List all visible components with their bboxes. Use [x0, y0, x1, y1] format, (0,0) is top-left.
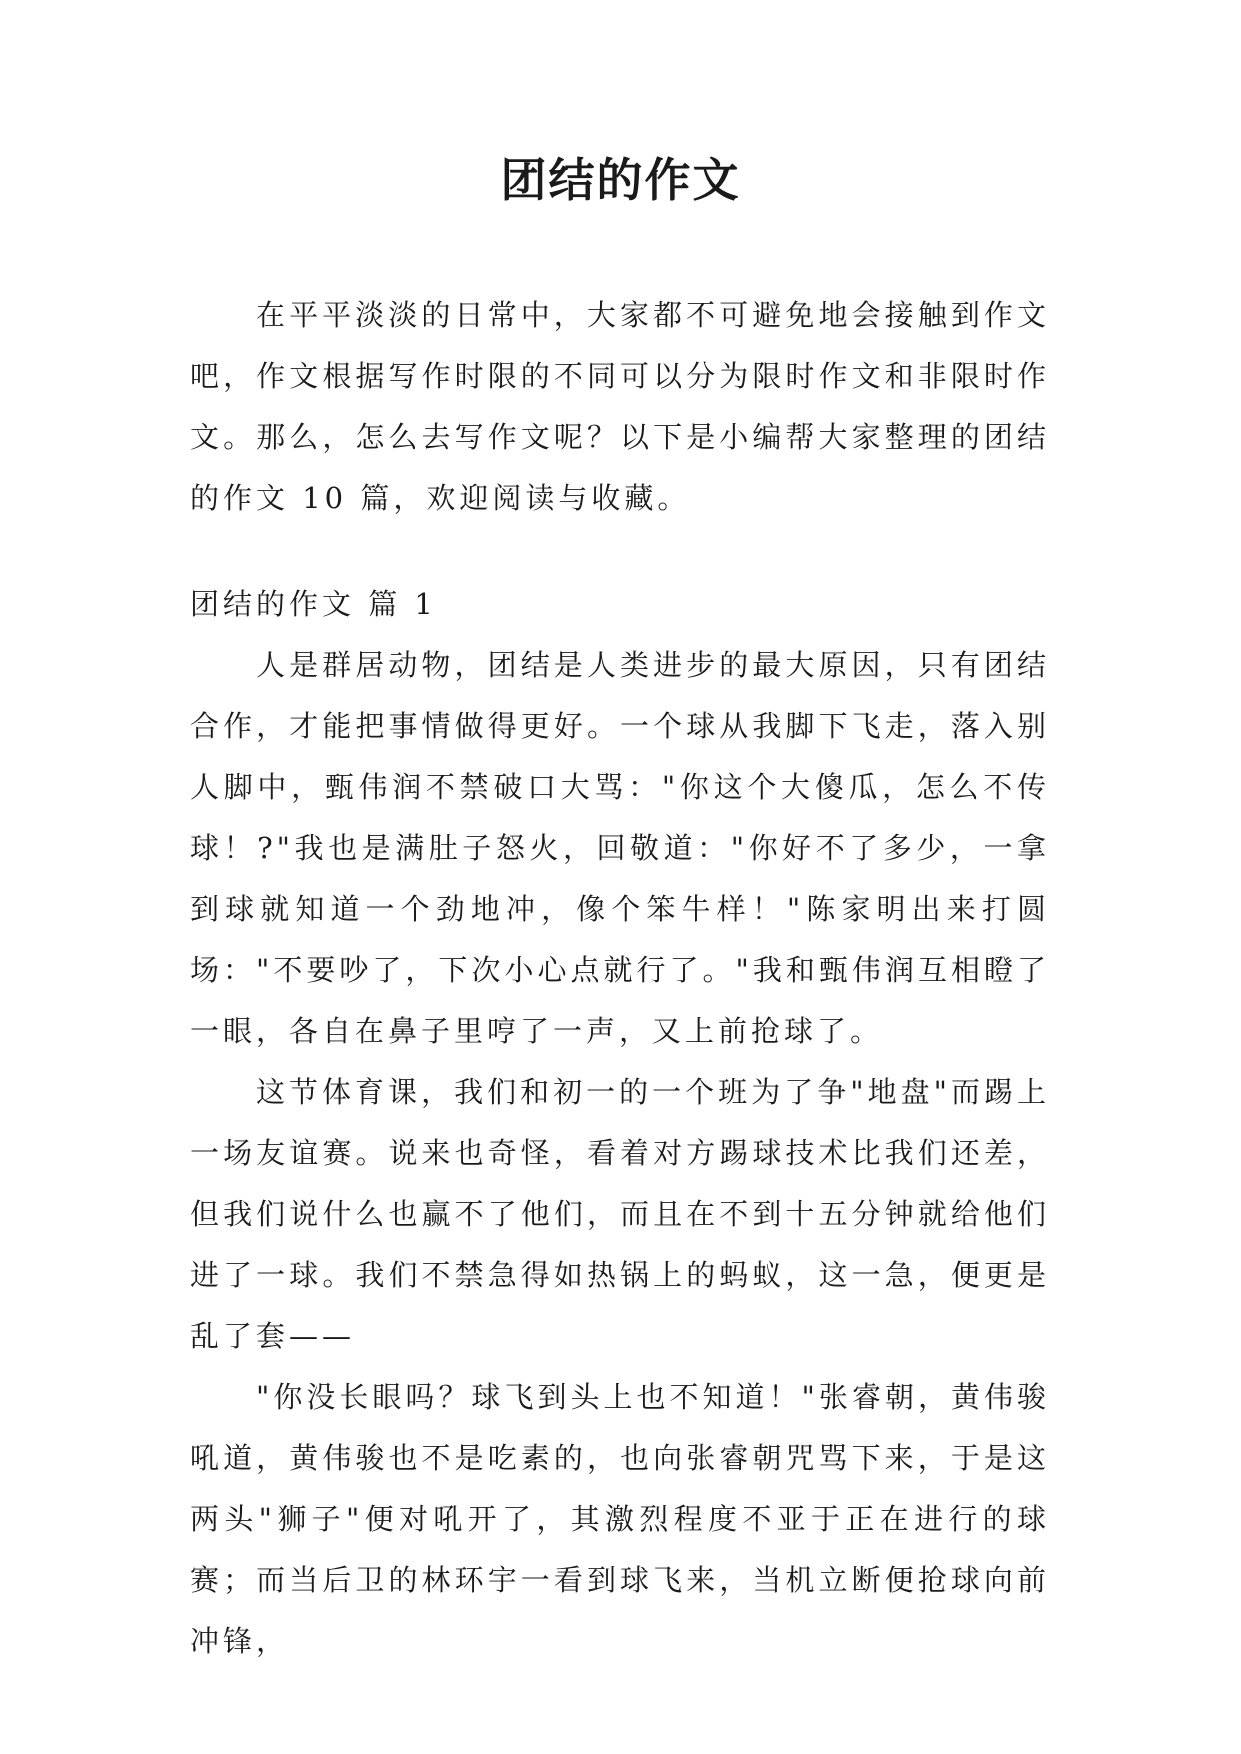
paragraph-2: 这节体育课，我们和初一的一个班为了争"地盘"而踢上一场友谊赛。说来也奇怪，看着对方踢球技术比我们还差，但我们说什么也赢不了他们，而且在不到十五分钟就给他们进了一球。我们不禁急得如热锅上的蚂蚁，这一急，便更是乱了套——	[190, 1075, 1050, 1353]
intro-block	[190, 285, 1050, 529]
intro-paragraph: 在平平淡淡的日常中，大家都不可避免地会接触到作文吧，作文根据写作时限的不同可以分为限时作文和非限时作文。那么，怎么去写作文呢？以下是小编帮大家整理的团结的作文 10 篇，欢迎阅读与收藏。	[190, 298, 1050, 515]
paragraph-1: 人是群居动物，团结是人类进步的最大原因，只有团结合作，才能把事情做得更好。一个球从我脚下飞走，落入别人脚中，甄伟润不禁破口大骂："你这个大傻瓜，怎么不传球！?"我也是满肚子怒火，回敬道："你好不了多少，一拿到球就知道一个劲地冲，像个笨牛样！"陈家明出来打圆场："不要吵了，下次小心点就行了。"我和甄伟润互相瞪了一眼，各自在鼻子里哼了一声，又上前抢球了。	[190, 648, 1050, 1048]
section-heading: 团结的作文 篇 1	[190, 587, 437, 621]
paragraph-3: "你没长眼吗？球飞到头上也不知道！"张睿朝，黄伟骏吼道，黄伟骏也不是吃素的，也向张睿朝咒骂下来，于是这两头"狮子"便对吼开了，其激烈程度不亚于正在进行的球赛；而当后卫的林环宇一看到球飞来，当机立断便抢球向前冲锋，	[190, 1380, 1050, 1658]
document-title: 团结的作文	[500, 153, 741, 207]
essay-section	[190, 574, 1050, 1672]
